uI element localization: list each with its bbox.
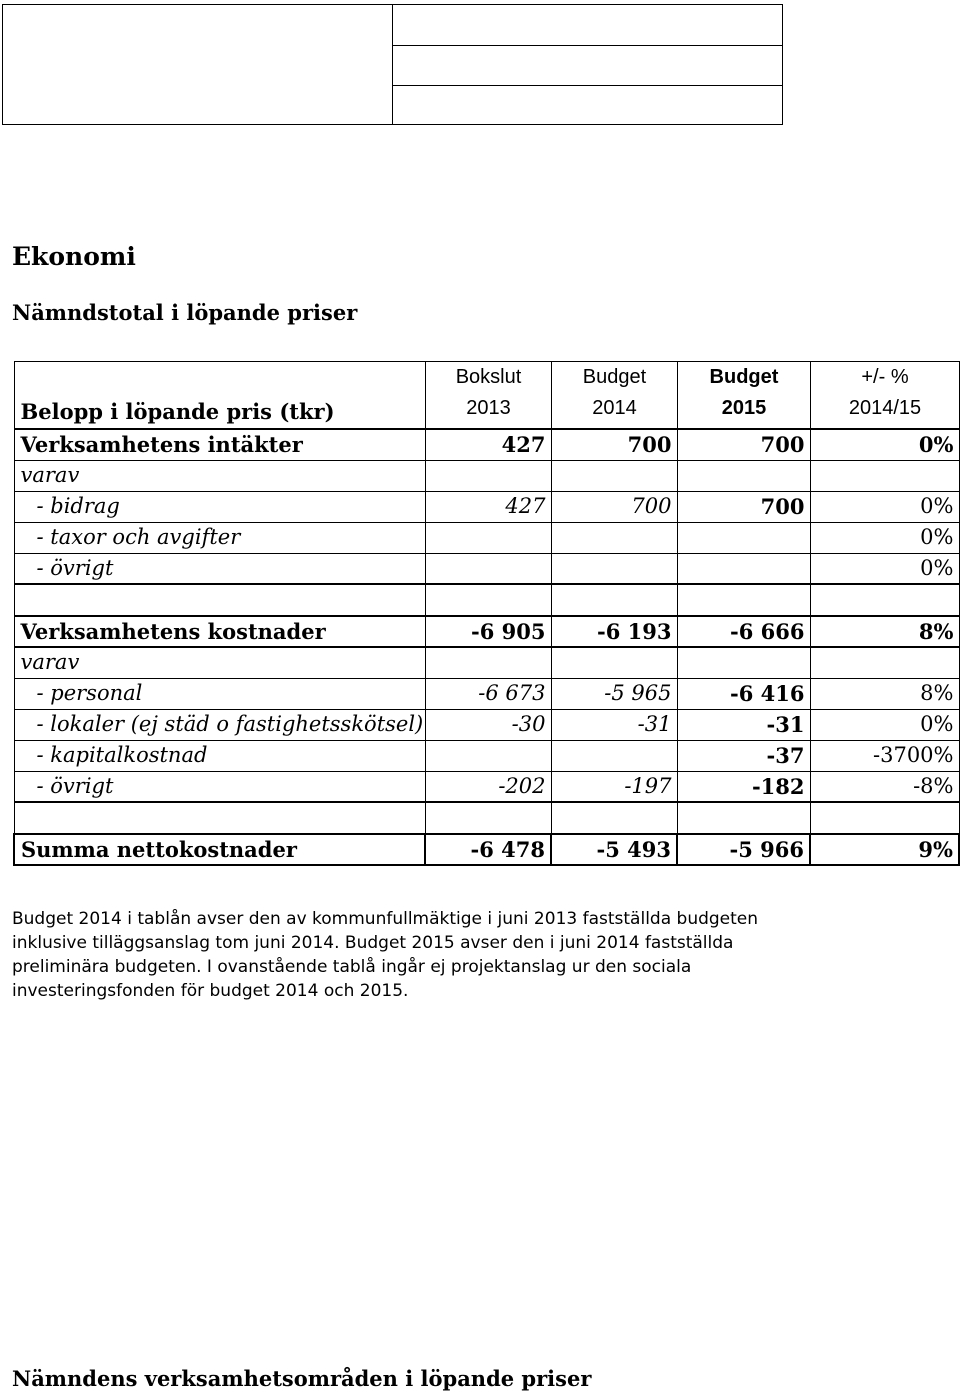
cell-value xyxy=(810,802,959,834)
cell-value: 0% xyxy=(810,522,959,553)
cell-value: 8% xyxy=(810,678,959,709)
row-label: varav xyxy=(14,647,425,678)
cell-value xyxy=(425,522,551,553)
cell-value xyxy=(551,460,677,491)
row-label: - övrigt xyxy=(14,553,425,584)
header-divider xyxy=(392,5,393,124)
table-row xyxy=(14,647,959,678)
row-label: - lokaler (ej städ o fastighetsskötsel) xyxy=(14,709,425,740)
budget-note: Budget 2014 i tablån avser den av kommunfullmäktige i juni 2013 fastställda budgeten inklusive tilläggsanslag tom juni 2014. Budget 2015 avser den i juni 2014 fastställda preliminära budgeten. I ovanstående tablå ingår ej projektanslag ur den sociala investeringsfonden för budget 2014 och 2015. xyxy=(12,909,759,1001)
cell-value xyxy=(551,553,677,584)
budget-table xyxy=(13,361,960,866)
table-row xyxy=(14,491,959,522)
cell-value: 9% xyxy=(810,834,959,865)
cell-value: -31 xyxy=(551,709,677,740)
cell-value: 700 xyxy=(677,429,810,460)
row-label: - taxor och avgifter xyxy=(14,522,425,553)
row-label: - kapitalkostnad xyxy=(14,740,425,771)
cell-value: -3700% xyxy=(810,740,959,771)
table-header-row xyxy=(14,362,959,430)
cell-value: 427 xyxy=(425,429,551,460)
row-label xyxy=(14,802,425,834)
cell-value xyxy=(551,647,677,678)
row-label: varav xyxy=(14,460,425,491)
table-row-total xyxy=(14,834,959,865)
cell-value: -6 905 xyxy=(425,616,551,647)
header-row-line xyxy=(392,45,782,46)
section-title: Nämndens verksamhetsområden i löpande priser xyxy=(12,1366,592,1391)
cell-value xyxy=(425,740,551,771)
cell-value xyxy=(425,584,551,616)
table-row-spacer xyxy=(14,584,959,616)
cell-value: 700 xyxy=(551,429,677,460)
cell-value: 0% xyxy=(810,429,959,460)
table-row xyxy=(14,616,959,647)
cell-value: -37 xyxy=(677,740,810,771)
table-row-spacer xyxy=(14,802,959,834)
document-header-box xyxy=(2,4,783,125)
header-row-line xyxy=(392,85,782,86)
cell-value xyxy=(677,553,810,584)
table-row xyxy=(14,553,959,584)
section-title: Nämndstotal i löpande priser xyxy=(12,300,358,325)
row-label: Verksamhetens kostnader xyxy=(14,616,425,647)
cell-value: -182 xyxy=(677,771,810,802)
cell-value: -30 xyxy=(425,709,551,740)
cell-value: -197 xyxy=(551,771,677,802)
header-change-percent: +/- % 2014/15 xyxy=(810,362,959,430)
cell-value: -6 416 xyxy=(677,678,810,709)
cell-value: -6 193 xyxy=(551,616,677,647)
row-label: Verksamhetens intäkter xyxy=(14,429,425,460)
header-bokslut-2013: Bokslut 2013 xyxy=(425,362,551,430)
cell-value: -8% xyxy=(810,771,959,802)
cell-value xyxy=(677,647,810,678)
header-budget-2015: Budget 2015 xyxy=(677,362,810,430)
table-row xyxy=(14,678,959,709)
cell-value xyxy=(551,802,677,834)
cell-value: 700 xyxy=(677,491,810,522)
header-label: Belopp i löpande pris (tkr) xyxy=(14,362,425,430)
cell-value: -202 xyxy=(425,771,551,802)
cell-value xyxy=(425,647,551,678)
row-label xyxy=(14,584,425,616)
cell-value xyxy=(810,584,959,616)
cell-value xyxy=(677,584,810,616)
cell-value xyxy=(810,647,959,678)
cell-value xyxy=(810,460,959,491)
cell-value: 8% xyxy=(810,616,959,647)
row-label: - personal xyxy=(14,678,425,709)
cell-value: -5 965 xyxy=(551,678,677,709)
cell-value xyxy=(677,460,810,491)
cell-value: -31 xyxy=(677,709,810,740)
table-row xyxy=(14,771,959,802)
table-row xyxy=(14,522,959,553)
cell-value: -5 966 xyxy=(677,834,810,865)
row-label: - bidrag xyxy=(14,491,425,522)
cell-value: -5 493 xyxy=(551,834,677,865)
header-budget-2014: Budget 2014 xyxy=(551,362,677,430)
table-row xyxy=(14,460,959,491)
cell-value xyxy=(551,522,677,553)
cell-value: 700 xyxy=(551,491,677,522)
cell-value xyxy=(425,553,551,584)
table-row xyxy=(14,429,959,460)
cell-value xyxy=(677,522,810,553)
cell-value xyxy=(425,460,551,491)
cell-value xyxy=(425,802,551,834)
page-title: Ekonomi xyxy=(12,242,136,271)
cell-value: 0% xyxy=(810,491,959,522)
cell-value xyxy=(677,802,810,834)
cell-value: -6 673 xyxy=(425,678,551,709)
cell-value: 0% xyxy=(810,553,959,584)
table-row xyxy=(14,709,959,740)
cell-value: 427 xyxy=(425,491,551,522)
row-label: Summa nettokostnader xyxy=(14,834,425,865)
cell-value: 0% xyxy=(810,709,959,740)
cell-value xyxy=(551,740,677,771)
cell-value xyxy=(551,584,677,616)
cell-value: -6 478 xyxy=(425,834,551,865)
table-row xyxy=(14,740,959,771)
row-label: - övrigt xyxy=(14,771,425,802)
cell-value: -6 666 xyxy=(677,616,810,647)
